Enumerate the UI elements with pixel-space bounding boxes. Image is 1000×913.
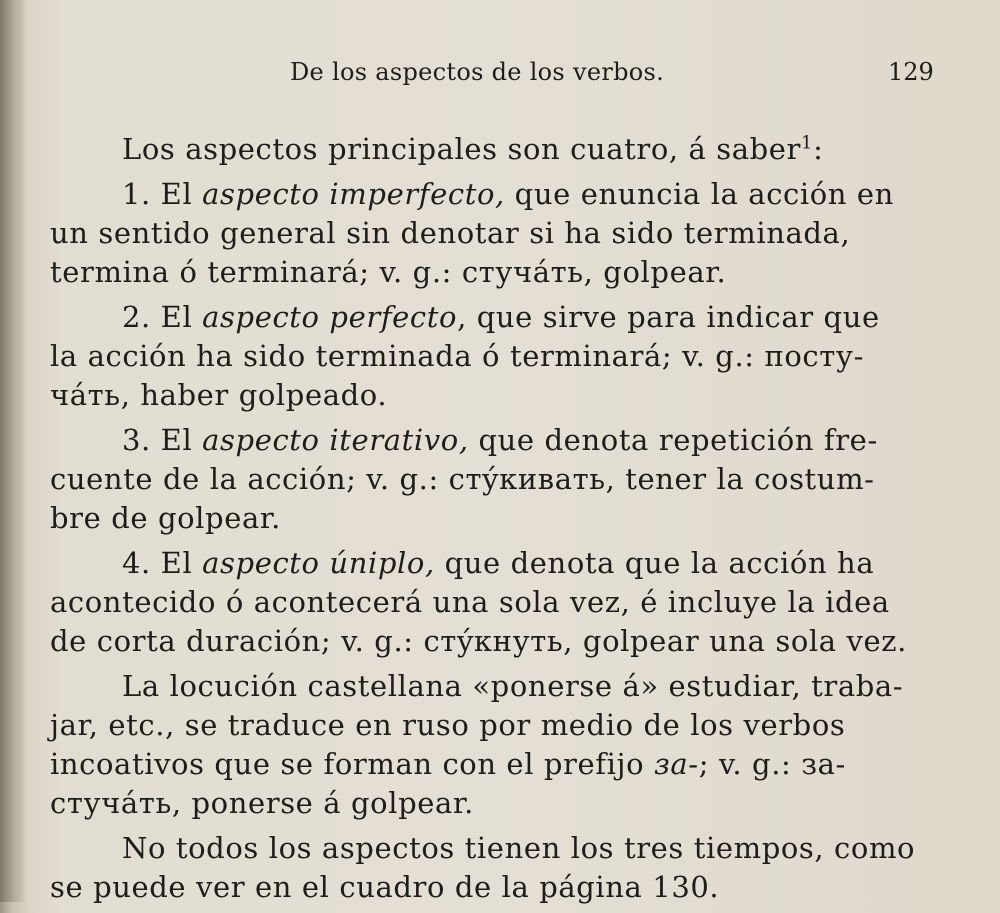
paragraph-aspect-uniplo xyxy=(50,544,950,661)
paragraph-aspect-iterative xyxy=(50,421,950,538)
text-line: incoativos que se forman con el prefijo за-; v. g.: за- xyxy=(50,747,846,781)
text-line: Los aspectos principales son cuatro, á saber$^1$: xyxy=(122,132,824,166)
text-line: 1. El aspecto imperfecto, que enuncia la acción en xyxy=(122,177,894,211)
term-italic: aspecto imperfecto, xyxy=(202,177,505,211)
text-line: 3. El aspecto iterativo, que denota repetición fre- xyxy=(122,423,878,457)
text-line: 4. El aspecto úniplo, que denota que la acción ha xyxy=(122,546,875,580)
body-text xyxy=(50,130,950,913)
paragraph-intro xyxy=(50,130,950,169)
book-gutter-shadow xyxy=(0,0,26,902)
text-line: un sentido general sin denotar si ha sido terminada, xyxy=(50,216,851,250)
footnote-marker: 1 xyxy=(801,132,814,154)
paragraph-incoative xyxy=(50,667,950,823)
paragraph-aspect-perfect xyxy=(50,298,950,415)
text-line: jar, etc., se traduce en ruso por medio de los verbos xyxy=(50,708,846,742)
term-italic: aspecto iterativo, xyxy=(202,423,469,457)
text-line: No todos los aspectos tienen los tres tiempos, como xyxy=(122,831,916,865)
text-line: La locución castellana «ponerse á» estudiar, traba- xyxy=(122,669,904,703)
text-line: la acción ha sido terminada ó terminará; v. g.: посту- xyxy=(50,339,864,373)
text-line: se puede ver en el cuadro de la página 130. xyxy=(50,870,720,904)
term-italic: aspecto úniplo, xyxy=(202,546,435,580)
text-line: acontecido ó acontecerá una sola vez, é incluye la idea xyxy=(50,585,890,619)
term-italic: aspecto perfecto xyxy=(202,300,458,334)
text-line: bre de golpear. xyxy=(50,501,281,535)
text-line: 2. El aspecto perfecto, que sirve para indicar que xyxy=(122,300,880,334)
paragraph-closing xyxy=(50,829,950,907)
text-line: termina ó terminará; v. g.: стучáть, golpear. xyxy=(50,255,727,289)
text-line: стучáть, ponerse á golpear. xyxy=(50,786,474,820)
paragraph-aspect-imperfect xyxy=(50,175,950,292)
prefix-italic: за- xyxy=(653,747,699,781)
page-number: 129 xyxy=(888,58,934,86)
text-line: cuente de la acción; v. g.: стýкивать, tener la costum- xyxy=(50,462,875,496)
running-title: De los aspectos de los verbos. xyxy=(290,58,665,86)
text-line: de corta duración; v. g.: стýкнуть, golpear una sola vez. xyxy=(50,624,907,658)
text-line: чáть, haber golpeado. xyxy=(50,378,388,412)
